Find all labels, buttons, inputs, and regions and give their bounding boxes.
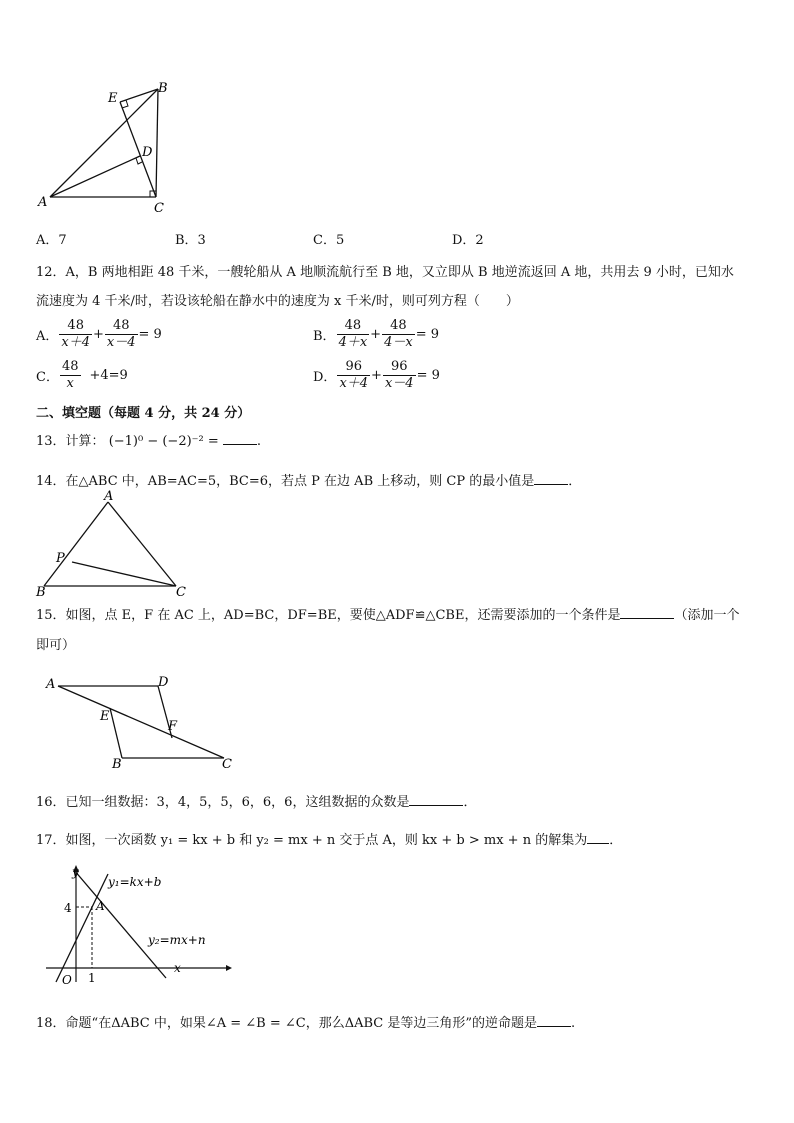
q11-option-c: C．5 bbox=[313, 233, 345, 248]
numerator: 48 bbox=[105, 318, 138, 335]
label-e: E bbox=[108, 91, 118, 106]
q12-option-b-label: B． bbox=[313, 329, 336, 344]
q18-text: 18．命题“在ΔABC 中，如果∠A = ∠B = ∠C，那么ΔABC 是等边三角形”的逆命题是 bbox=[36, 1016, 538, 1031]
fraction bbox=[337, 318, 370, 351]
q16-text: 16．已知一组数据：3，4，5，5，6，6，6，这组数据的众数是 bbox=[36, 795, 410, 810]
q12-option-b bbox=[313, 318, 439, 351]
label-c: C bbox=[154, 201, 164, 215]
answer-blank bbox=[587, 831, 609, 844]
fraction bbox=[60, 359, 81, 392]
label-o: O bbox=[62, 973, 72, 987]
figure-q14-triangle bbox=[30, 490, 200, 602]
segment-eb bbox=[110, 708, 122, 758]
label-e: E bbox=[100, 709, 110, 724]
segment-ab bbox=[44, 502, 108, 586]
q12-option-d bbox=[313, 359, 440, 392]
answer-blank bbox=[534, 472, 568, 485]
label-1: 1 bbox=[88, 971, 96, 985]
segment-ab bbox=[50, 89, 158, 197]
label-p: P bbox=[56, 551, 65, 566]
numerator: 48 bbox=[61, 359, 79, 374]
segment-ac bbox=[58, 686, 224, 758]
operator: + bbox=[93, 327, 104, 342]
x-arrow-icon bbox=[226, 965, 232, 971]
q12-line1: 12．A，B 两地相距 48 千米，一艘轮船从 A 地顺流航行至 B 地，又立即从 B 地逆流返回 A 地，共用去 9 小时，已知水 bbox=[36, 265, 734, 280]
q18 bbox=[36, 1012, 575, 1031]
fraction bbox=[383, 359, 416, 392]
answer-blank bbox=[409, 793, 463, 806]
answer-blank bbox=[620, 606, 674, 619]
label-c: C bbox=[176, 585, 186, 600]
q12-option-c bbox=[36, 359, 128, 392]
q16-end: ． bbox=[463, 795, 477, 810]
denominator: x＋4 bbox=[339, 376, 369, 391]
q12-option-a-label: A． bbox=[36, 329, 59, 344]
q16 bbox=[36, 791, 476, 810]
fraction bbox=[105, 318, 138, 351]
label-point-a: A bbox=[96, 899, 105, 913]
q11-option-d: D．2 bbox=[452, 233, 484, 248]
denominator: 4＋x bbox=[338, 335, 368, 350]
figure-q15 bbox=[40, 670, 240, 776]
q13-expression: (−1)⁰ − (−2)⁻² = bbox=[108, 434, 219, 449]
operator: + bbox=[371, 368, 382, 383]
answer-blank bbox=[223, 432, 257, 445]
q12-line2: 流速度为 4 千米/时，若设该轮船在静水中的速度为 x 千米/时，则可列方程（ ） bbox=[36, 294, 519, 309]
q17 bbox=[36, 829, 622, 848]
label-y: y bbox=[72, 865, 79, 879]
q14-end: ． bbox=[568, 474, 582, 489]
answer-blank bbox=[537, 1014, 571, 1027]
denominator: x－4 bbox=[384, 376, 414, 391]
label-4: 4 bbox=[64, 901, 72, 915]
label-b: B bbox=[36, 585, 46, 600]
fraction bbox=[337, 359, 370, 392]
numerator: 96 bbox=[383, 359, 416, 376]
q13-prefix: 13．计算： bbox=[36, 434, 105, 449]
numerator: 48 bbox=[382, 318, 415, 335]
label-d: D bbox=[158, 675, 169, 690]
segment-bc bbox=[156, 89, 158, 197]
q11-option-a: A．7 bbox=[36, 233, 67, 248]
q17-end: ． bbox=[609, 833, 623, 848]
q15-text-end: （添加一个 bbox=[674, 608, 740, 623]
q17-text: 17．如图，一次函数 y₁ = kx + b 和 y₂ = mx + n 交于点 A，则 kx + b > mx + n 的解集为 bbox=[36, 833, 588, 848]
numerator: 48 bbox=[59, 318, 92, 335]
numerator: 48 bbox=[337, 318, 370, 335]
q14-text: 14．在△ABC 中，AB=AC=5，BC=6，若点 P 在边 AB 上移动，则 CP 的最小值是 bbox=[36, 474, 535, 489]
label-x: x bbox=[174, 961, 181, 975]
label-b: B bbox=[158, 81, 168, 96]
numerator: 96 bbox=[337, 359, 370, 376]
label-a: A bbox=[46, 677, 56, 692]
denominator: 4－x bbox=[384, 335, 413, 350]
fraction bbox=[382, 318, 415, 351]
q12-option-d-label: D． bbox=[313, 370, 337, 385]
label-b: B bbox=[112, 757, 122, 772]
denominator: x－4 bbox=[106, 335, 136, 350]
q13 bbox=[36, 430, 261, 449]
rhs: = 9 bbox=[138, 327, 162, 342]
rhs: = 9 bbox=[415, 327, 439, 342]
q15-text: 15．如图，点 E，F 在 AC 上，AD=BC，DF=BE，要使△ADF≌△CBE，还需要添加的一个条件是 bbox=[36, 608, 621, 623]
q11-option-b: B．3 bbox=[175, 233, 206, 248]
label-f: F bbox=[168, 719, 178, 734]
segment-ac bbox=[108, 502, 176, 586]
q15-line2: 即可） bbox=[36, 638, 76, 653]
denominator: x bbox=[66, 376, 74, 391]
q18-end: . bbox=[571, 1016, 576, 1031]
q12-option-a bbox=[36, 318, 162, 351]
segment-pc bbox=[72, 562, 176, 586]
label-a: A bbox=[104, 490, 114, 504]
label-line-y1: y₁=kx+b bbox=[108, 875, 162, 889]
operator: + bbox=[370, 327, 382, 342]
rhs: = 9 bbox=[416, 368, 440, 383]
label-c: C bbox=[222, 757, 232, 772]
fraction bbox=[59, 318, 92, 351]
q14 bbox=[36, 470, 581, 489]
q15-line1 bbox=[36, 604, 739, 623]
denominator: x＋4 bbox=[61, 335, 90, 350]
section-heading: 二、填空题（每题 4 分，共 24 分） bbox=[36, 406, 251, 421]
line-y1 bbox=[56, 874, 108, 982]
segment-ad bbox=[50, 156, 140, 197]
q13-end: . bbox=[256, 434, 262, 449]
rhs: +4=9 bbox=[89, 368, 128, 383]
figure-q17-graph bbox=[40, 860, 240, 990]
figure-q11-triangle bbox=[34, 80, 174, 215]
label-a: A bbox=[38, 195, 48, 210]
label-line-y2: y₂=mx+n bbox=[148, 933, 206, 947]
q12-option-c-label: C． bbox=[36, 370, 59, 385]
label-d: D bbox=[142, 145, 153, 160]
